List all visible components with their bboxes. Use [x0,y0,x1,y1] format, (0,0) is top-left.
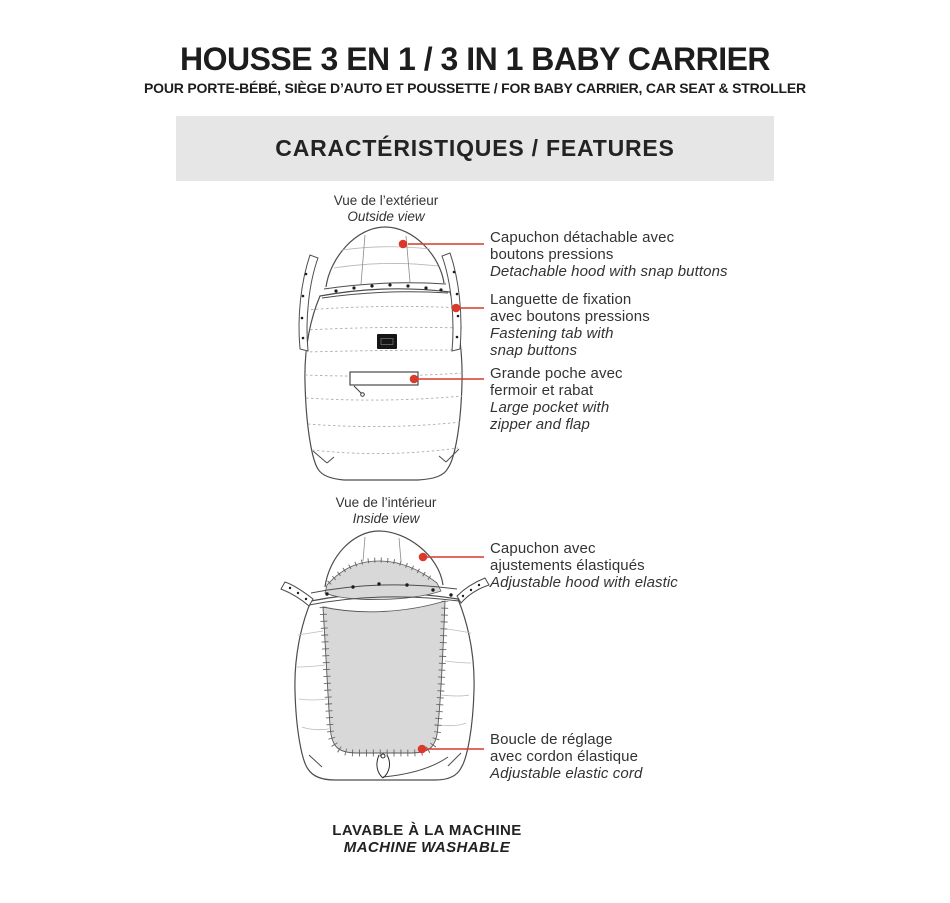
callout-inside-hood-fr-line2: ajustements élastiqués [490,557,645,574]
callout-pocket [490,365,623,433]
callout-hood [490,229,728,280]
machine-washable-en: MACHINE WASHABLE [343,839,511,856]
hood [322,227,448,298]
features-header: CARACTÉRISTIQUES / FEATURES [275,135,675,161]
callout-pocket-en-line1: Large pocket with [490,399,610,416]
callout-hood-fr-line1: Capuchon détachable avec [490,229,675,246]
callout-inside-hood-fr-line1: Capuchon avec [490,540,596,557]
fastening-tab-left [281,582,313,606]
zipper-pull-icon [361,393,365,397]
callout-cord-en-line1: Adjustable elastic cord [490,765,643,782]
callout-pocket-en-line2: zipper and flap [490,416,590,433]
callout-fastening-tab [490,291,650,359]
features-header-band [176,116,774,181]
callout-tab-en-line2: snap buttons [490,342,578,359]
inside-view-diagram [265,527,505,789]
callout-tab-fr-line1: Languette de fixation [490,291,632,308]
inside-view-label-en: Inside view [352,510,420,526]
outside-view-diagram [270,222,490,484]
callout-inside-hood-en-line1: Adjustable hood with elastic [490,574,678,591]
callout-pocket-fr-line2: fermoir et rabat [490,382,594,399]
callout-hood-en-line1: Detachable hood with snap buttons [490,263,728,280]
hood [325,531,443,600]
page-title: HOUSSE 3 EN 1 / 3 IN 1 BABY CARRIER [179,41,771,77]
page-subtitle: POUR PORTE-BÉBÉ, SIÈGE D’AUTO ET POUSSETTE / FOR BABY CARRIER, CAR SEAT & STROLLER [144,80,806,96]
logo-patch [377,334,397,349]
callout-tab-en-line1: Fastening tab with [490,325,614,342]
outside-view-label-fr: Vue de l’extérieur [333,193,439,208]
lining-panel [323,601,445,753]
machine-washable-fr: LAVABLE À LA MACHINE [332,822,522,839]
machine-washable-note [277,822,577,856]
callout-elastic-cord [490,731,642,782]
inside-view-label-fr: Vue de l’intérieur [335,495,437,510]
callout-hood-fr-line2: boutons pressions [490,246,614,263]
callout-pocket-fr-line1: Grande poche avec [490,365,623,382]
callout-cord-fr-line2: avec cordon élastique [490,748,639,765]
callout-inside-hood [490,540,678,591]
callout-cord-fr-line1: Boucle de réglage [490,731,613,748]
inside-view-label [276,495,496,526]
callout-tab-fr-line2: avec boutons pressions [490,308,650,325]
fastening-tab-right [457,578,489,603]
outside-view-label [276,193,496,224]
outside-view-label-en: Outside view [347,208,425,224]
